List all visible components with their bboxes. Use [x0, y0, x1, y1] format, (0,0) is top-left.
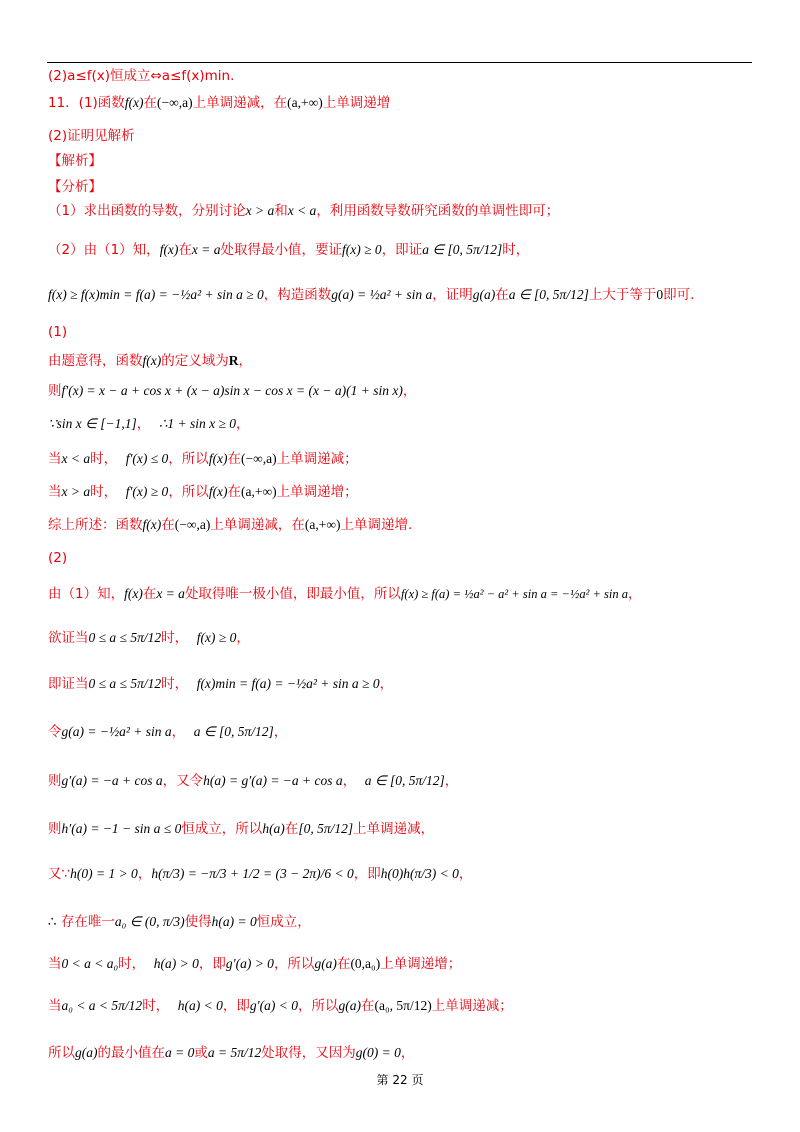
- line-define-h: 则g′(a) = −a + cos a，又令h(a) = g′(a) = −a + cos a， a ∈ [0, 5π/12]，: [48, 773, 459, 789]
- line-g-minimum: 所以g(a)的最小值在a = 0或a = 5π/12处取得，又因为g(0) = 0，: [48, 1045, 415, 1061]
- line-domain: 由题意得，函数f(x)的定义域为R，: [48, 353, 252, 369]
- line-outline-3: f(x) ≥ f(x)min = f(a) = −½a² + sin a ≥ 0，构造函数g(a) = ½a² + sin a，证明g(a)在a ∈ [0, 5π/12]上大于等于0即可.: [48, 287, 695, 303]
- label-part-1: (1): [48, 324, 68, 340]
- line-condition: (2)a≤f(x)恒成立⇔a≤f(x)min.: [48, 68, 235, 84]
- line-define-g: 令g(a) = −½a² + sin a， a ∈ [0, 5π/12]，: [48, 724, 288, 740]
- line-outline-2: （2）由（1）知，f(x)在x = a处取得最小值，要证f(x) ≥ 0，即证a ∈ [0, 5π/12]时，: [48, 242, 530, 258]
- heading-analysis: 【解析】: [48, 153, 102, 169]
- line-derivative: 则f′(x) = x − a + cos x + (x − a)sin x − cos x = (x − a)(1 + sin x)，: [48, 383, 417, 399]
- line-min-value: 由（1）知，f(x)在x = a处取得唯一极小值，即最小值，所以f(x) ≥ f(a) = ½a² − a² + sin a = −½a² + sin a，: [48, 586, 642, 602]
- line-decreasing-case: 当x < a时， f′(x) ≤ 0，所以f(x)在(−∞,a)上单调递减；: [48, 451, 358, 467]
- header-rule: [47, 62, 752, 63]
- line-h-values: 又∵h(0) = 1 > 0，h(π/3) = −π/3 + 1/2 = (3 − 2π)/6 < 0，即h(0)h(π/3) < 0，: [48, 866, 473, 882]
- line-answer-11-1: 11．(1)函数f(x)在(−∞,a)上单调递减，在(a,+∞)上单调递增: [48, 95, 391, 111]
- line-outline-1: （1）求出函数的导数，分别讨论x > a和x < a，利用函数导数研究函数的单调性即可；: [48, 203, 560, 219]
- line-g-decreasing: 当a₀ < a < 5π/12时， h(a) < 0，即g′(a) < 0，所以g(a)在(a₀, 5π/12)上单调递减；: [48, 998, 513, 1014]
- line-goal-restated: 即证当0 ≤ a ≤ 5π/12时， f(x)min = f(a) = −½a² + sin a ≥ 0，: [48, 676, 394, 692]
- line-increasing-case: 当x > a时， f′(x) ≥ 0，所以f(x)在(a,+∞)上单调递增；: [48, 484, 358, 500]
- line-answer-11-2: (2)证明见解析: [48, 128, 135, 144]
- line-summary: 综上所述：函数f(x)在(−∞,a)上单调递减，在(a,+∞)上单调递增.: [48, 517, 413, 533]
- line-h-derivative: 则h′(a) = −1 − sin a ≤ 0恒成立，所以h(a)在[0, 5π/12]上单调递减，: [48, 821, 435, 837]
- line-zero-exists: ∴ 存在唯一a₀ ∈ (0, π/3)使得h(a) = 0恒成立，: [48, 914, 311, 930]
- label-part-2: (2): [48, 550, 68, 566]
- page-number: 第 22 页: [376, 1073, 424, 1087]
- line-goal: 欲证当0 ≤ a ≤ 5π/12时， f(x) ≥ 0，: [48, 630, 250, 646]
- line-g-increasing: 当0 < a < a₀时， h(a) > 0，即g′(a) > 0，所以g(a)在(0,a₀)上单调递增；: [48, 956, 462, 972]
- line-sin-range: ∵sin x ∈ [−1,1]， ∴1 + sin x ≥ 0，: [48, 416, 250, 432]
- heading-outline: 【分析】: [48, 179, 102, 195]
